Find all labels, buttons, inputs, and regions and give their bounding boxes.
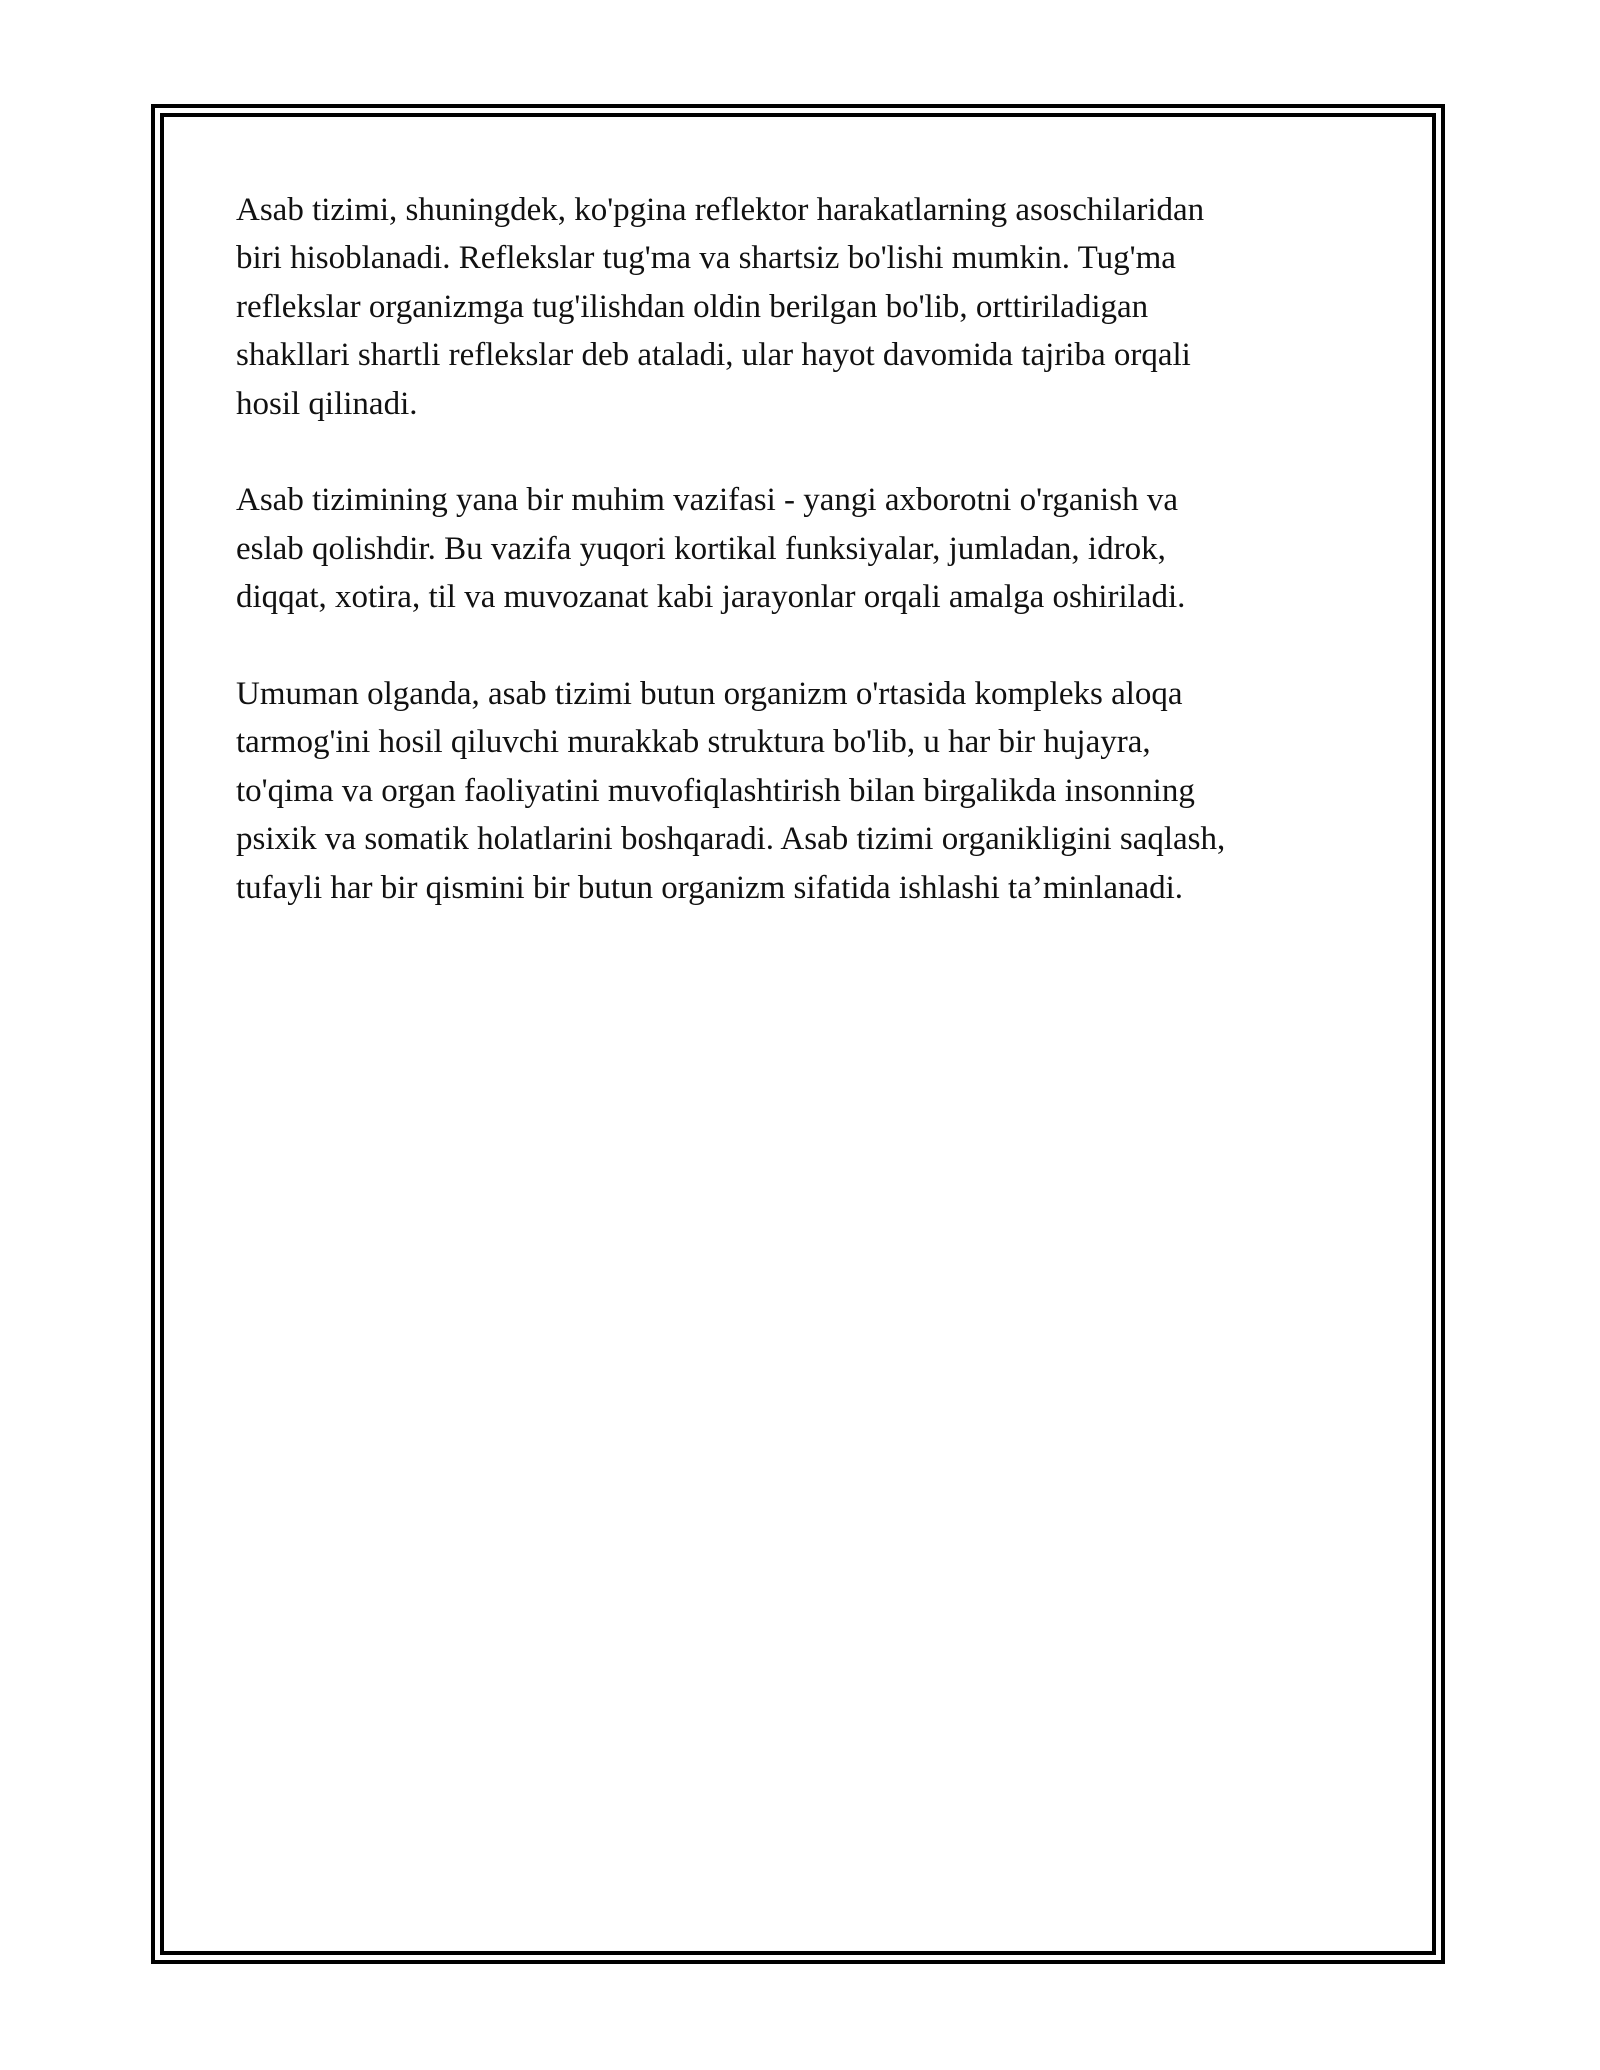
- paragraph-line: tarmog'ini hosil qiluvchi murakkab struktura bo'lib, u har bir hujayra,: [236, 724, 1151, 761]
- document-body: [236, 186, 1366, 960]
- paragraph-line: Asab tizimining yana bir muhim vazifasi - yangi axborotni o'rganish va: [236, 482, 1178, 519]
- paragraph-line: to'qima va organ faoliyatini muvofiqlashtirish bilan birgalikda insonning: [236, 772, 1195, 809]
- paragraph-line: Umuman olganda, asab tizimi butun organizm o'rtasida kompleks aloqa: [236, 676, 1183, 713]
- paragraph-1: [236, 186, 1366, 428]
- paragraph-line: shakllari shartli reflekslar deb ataladi, ular hayot davomida tajriba orqali: [236, 337, 1191, 374]
- paragraph-line: eslab qolishdir. Bu vazifa yuqori kortikal funksiyalar, jumladan, idrok,: [236, 530, 1166, 567]
- paragraph-line: hosil qilinadi.: [236, 385, 418, 422]
- paragraph-line: reflekslar organizmga tug'ilishdan oldin berilgan bo'lib, orttiriladigan: [236, 288, 1149, 325]
- paragraph-line: biri hisoblanadi. Reflekslar tug'ma va shartsiz bo'lishi mumkin. Tug'ma: [236, 240, 1176, 277]
- paragraph-2: [236, 476, 1366, 621]
- paragraph-line: diqqat, xotira, til va muvozanat kabi jarayonlar orqali amalga oshiriladi.: [236, 579, 1186, 616]
- paragraph-line: Asab tizimi, shuningdek, ko'pgina reflektor harakatlarning asoschilaridan: [236, 192, 1205, 228]
- paragraph-3: [236, 670, 1366, 912]
- paragraph-line: tufayli har bir qismini bir butun organizm sifatida ishlashi ta’minlanadi.: [236, 869, 1184, 906]
- paragraph-line: psixik va somatik holatlarini boshqaradi. Asab tizimi organikligini saqlash,: [236, 821, 1226, 858]
